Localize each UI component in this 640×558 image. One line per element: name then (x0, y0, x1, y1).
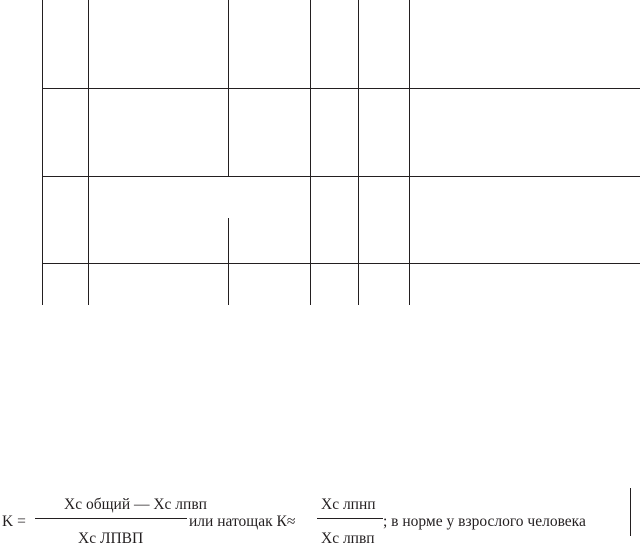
fraction-1-denominator: Хс ЛПВП (78, 530, 144, 547)
table-col-rule-2 (88, 0, 89, 305)
fraction-2-bar (317, 518, 383, 519)
table-row-rule-3 (42, 263, 640, 264)
right-margin-rule (630, 488, 631, 536)
formula-tail: ; в норме у взрослого человека (383, 513, 586, 530)
formula-connector: или натощак К≈ (189, 513, 296, 530)
fraction-2-denominator: Хс лпвп (321, 530, 375, 547)
table-col-rule-1 (42, 0, 43, 305)
formula-lhs: K = (2, 513, 26, 530)
table-col-rule-3-lower (228, 218, 229, 305)
table-col-rule-4 (310, 0, 311, 305)
fraction-1-numerator: Хс общий — Хс лпвп (64, 496, 207, 513)
table-row-rule-1 (42, 88, 640, 89)
table-col-rule-5 (358, 0, 359, 305)
fraction-2-numerator: Хс лпнп (321, 496, 376, 513)
table-row-rule-2 (42, 176, 640, 177)
table-col-rule-6 (409, 0, 410, 305)
fraction-1-bar (35, 518, 187, 519)
